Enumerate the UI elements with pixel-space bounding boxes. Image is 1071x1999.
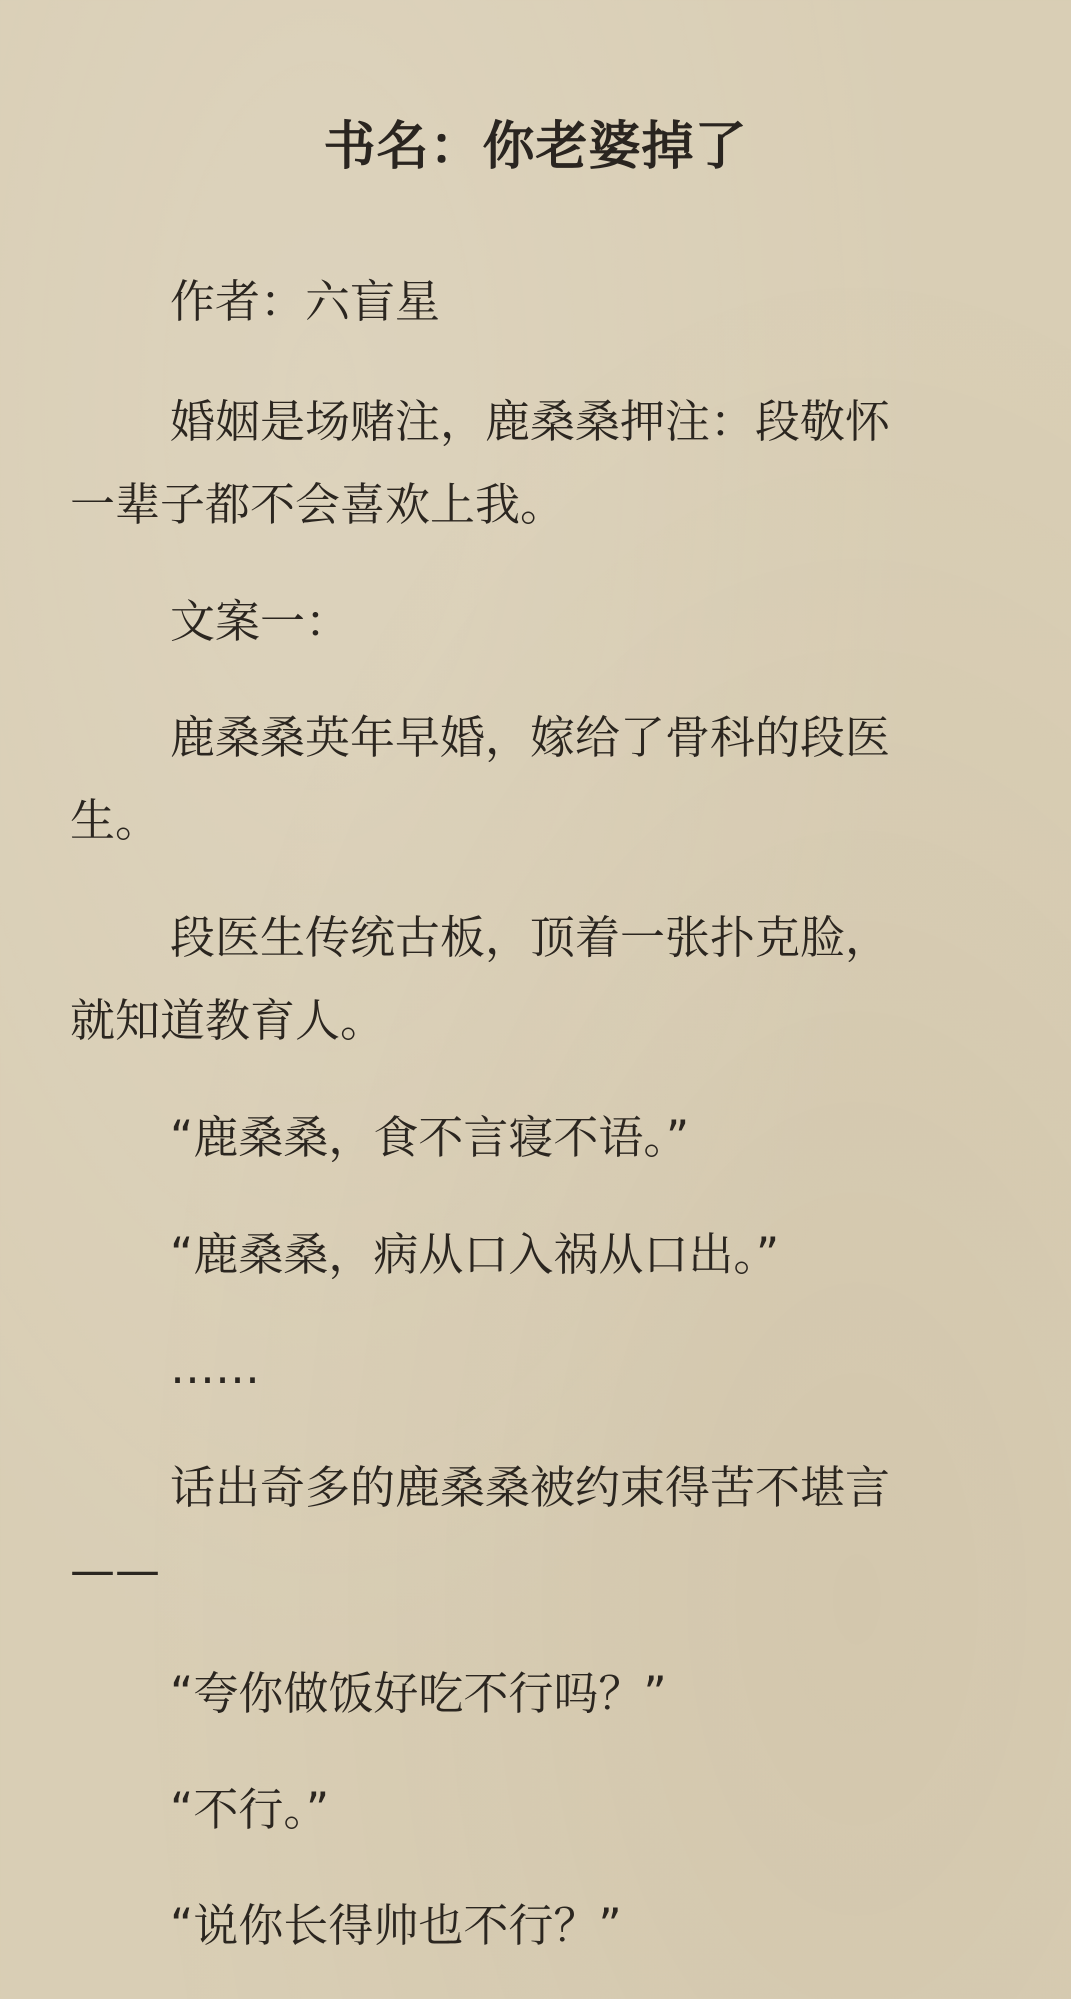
paragraph-line: “夸你做饭好吃不行吗？” (170, 1667, 667, 1720)
paragraph-line: 段医生传统古板，顶着一张扑克脸， (170, 911, 891, 964)
book-title: 书名：你老婆掉了 (323, 117, 748, 177)
paragraph-line: …… (170, 1341, 260, 1394)
paragraph-line: —— (70, 1544, 160, 1597)
paragraph-line: “鹿桑桑，食不言寝不语。” (170, 1111, 690, 1164)
paragraph-line: 文案一： (170, 595, 351, 648)
author-line: 作者：六盲星 (170, 275, 441, 328)
paragraph-line: “不行。” (170, 1783, 330, 1836)
paragraph-line: 话出奇多的鹿桑桑被约束得苦不堪言 (170, 1461, 891, 1514)
paragraph-line: 就知道教育人。 (70, 994, 386, 1047)
paragraph-line: “说你长得帅也不行？” (170, 1899, 622, 1952)
paragraph-line: 婚姻是场赌注，鹿桑桑押注：段敬怀 (170, 395, 891, 448)
paragraph-line: 一辈子都不会喜欢上我。 (70, 478, 566, 531)
paragraph-line: 鹿桑桑英年早婚，嫁给了骨科的段医 (170, 711, 891, 764)
paragraph-line: 生。 (70, 794, 161, 847)
paragraph-line: “鹿桑桑，病从口入祸从口出。” (170, 1228, 780, 1281)
